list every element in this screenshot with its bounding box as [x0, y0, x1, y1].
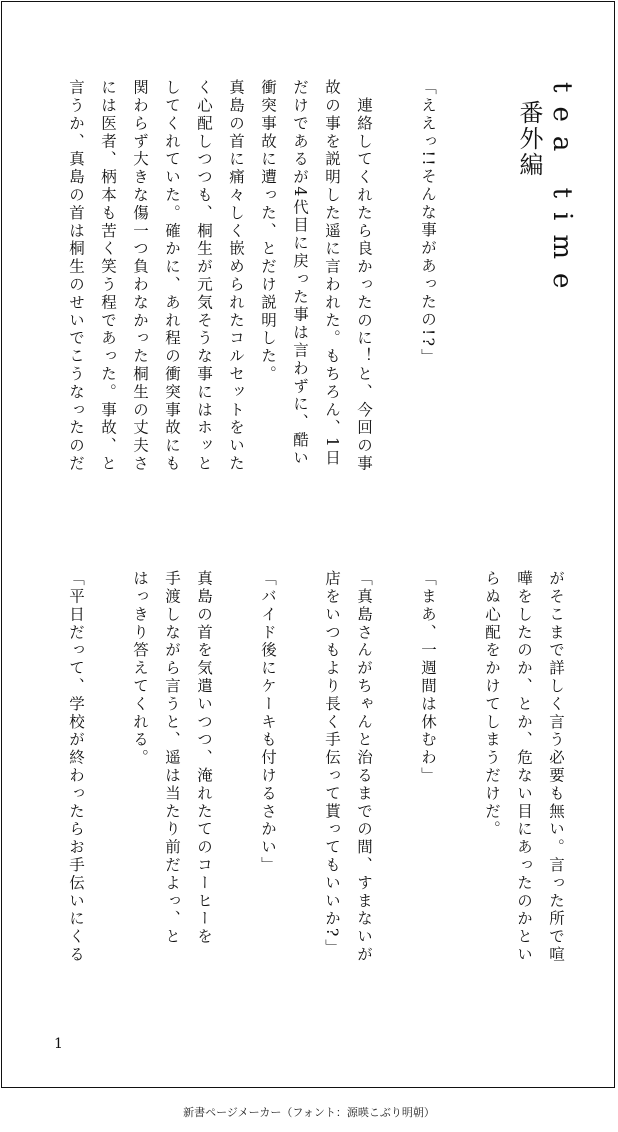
text-line: 嘩をしたのか、とか、危ない目にあったのかとい — [515, 570, 533, 964]
text-line: 故の事を説明した遥に言われた。もちろん、1日 — [323, 79, 341, 468]
text-line: はっきり答えてくれる。 — [131, 570, 149, 767]
text-line: だけであるが4代目に戻った事は言わずに、酷い — [291, 79, 309, 468]
text-line: 店をいつもより長く手伝って貰ってもいいか?」 — [323, 570, 341, 957]
text-line: 「真島さんがちゃんと治るまでの間、すまないが — [355, 570, 373, 964]
text-line: 衝突事故に遭った、とだけ説明した。 — [259, 79, 277, 384]
footer-credit: 新書ページメーカー（フォント：源暎こぶり明朝） — [183, 1106, 435, 1119]
text-line: には医者、柄本も苦く笑う程であった。事故、と — [99, 79, 117, 473]
text-line: 「平日だって、学校が終わったらお手伝いにくる — [67, 570, 85, 964]
text-line: 「まあ、一週間は休むわ」 — [419, 570, 437, 785]
title-en: tea time — [547, 82, 577, 303]
text-line: がそこまで詳しく言う必要も無い。言った所で喧 — [547, 570, 565, 964]
text-line: らぬ心配をかけてしまうだけだ。 — [483, 570, 501, 839]
text-line: 関わらず大きな傷一つ負わなかった桐生の丈夫さ — [131, 79, 149, 473]
text-line: してくれていた。確かに、あれ程の衝突事故にも — [163, 79, 181, 473]
text-line: 「バイド後にケーキも付けるさかい」 — [259, 570, 277, 875]
title-jp: 番外編 — [515, 100, 543, 178]
text-line: 手渡しながら言うと、遥は当たり前だよっ、と — [163, 570, 181, 946]
text-line: 連絡してくれたら良かったのに！と、今回の事 — [355, 79, 373, 473]
text-line: く心配しつつも、桐生が元気そうな事にはホッと — [195, 79, 213, 473]
text-line: 「ええっ!!そんな事があったの!?」 — [419, 79, 437, 367]
text-line: 真島の首を気遣いつつ、淹れたてのコーヒーを — [195, 570, 213, 946]
page-number: 1 — [54, 1036, 63, 1052]
text-line: 言うか、真島の首は桐生のせいでこうなったのだ — [67, 79, 85, 473]
title — [515, 82, 577, 402]
text-line: 真島の首に痛々しく嵌められたコルセットをいた — [227, 79, 245, 473]
page-frame — [1, 1, 615, 1088]
